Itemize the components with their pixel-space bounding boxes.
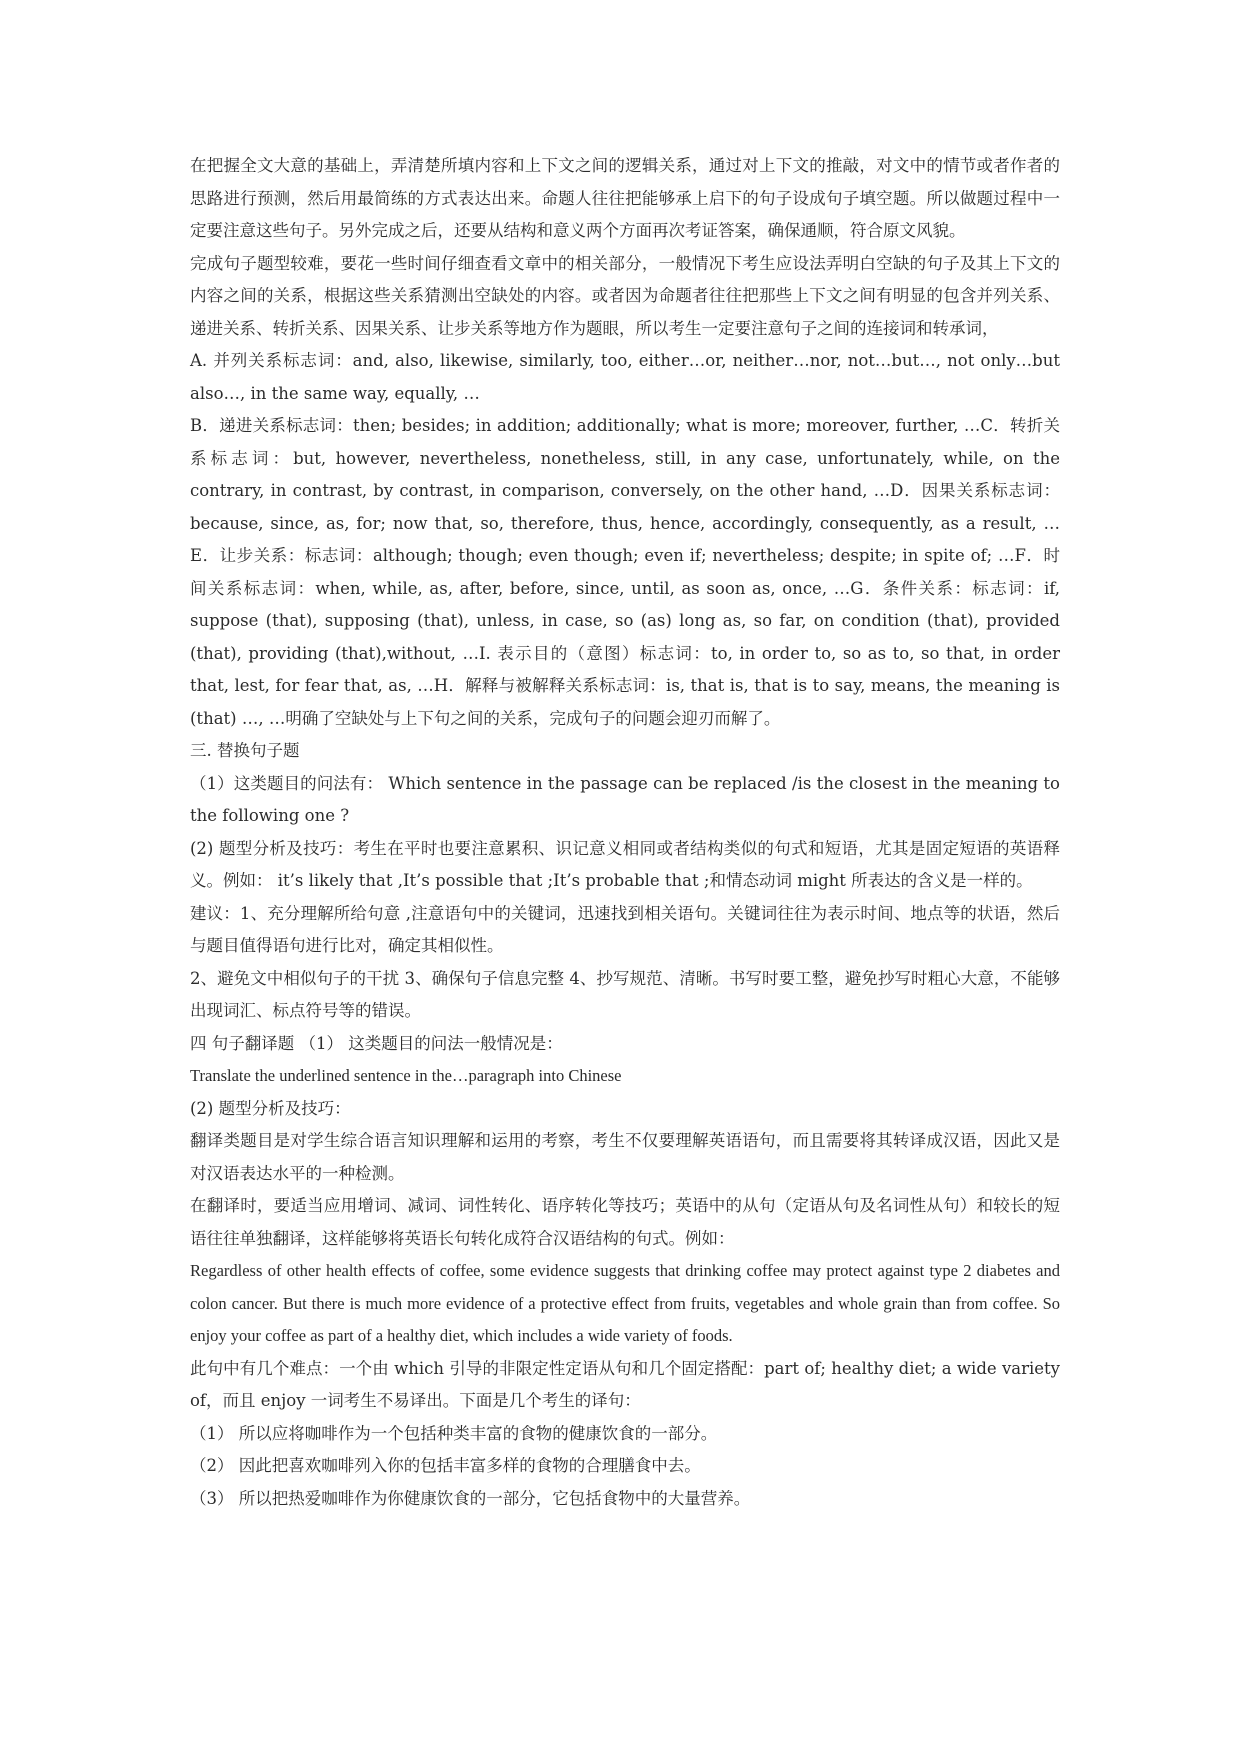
student-translation-2: （2） 因此把喜欢咖啡列入你的包括丰富多样的食物的合理膳食中去。 bbox=[190, 1456, 701, 1475]
paragraph-relation-markers: B．递进关系标志词：then; besides; in addition; additionally; what is more; moreover, further, …C．转折关系标志词：but, however, nevertheless, nonetheless, still, in any case, unfortunately, while, on the contrary, in contrast, by contrast, in comparison, conversely, on the other hand, …D．因果关系标志词：because, since, as, for; now that, so, therefore, thus, hence, accordingly, consequently, as a result, …E．让步关系：标志词：although; though; even though; even if; nevertheless; despite; in spite of; …F．时间关系标志词：when, while, as, after, before, since, until, as soon as, once, …G．条件关系：标志词：if, suppose (that), supposing (that), unless, in case, so (as) long as, so far, on condition (that), provided (that), providing (that),without, …I. 表示目的（意图）标志词：to, in order to, so as to, so that, in order that, lest, for fear that, as, …H．解释与被解释关系标志词：is, that is, that is to say, means, the meaning is (that) …, …明确了空缺处与上下句之间的关系，完成句子的问题会迎刃而解了。 bbox=[190, 416, 1060, 728]
paragraph-example-difficulties: 此句中有几个难点：一个由 which 引导的非限定性定语从句和几个固定搭配：part of; healthy diet; a wide variety of，而且 enjoy 一词考生不易译出。下面是几个考生的译句： bbox=[190, 1358, 1060, 1410]
paragraph-suggestion-2: 2、避免文中相似句子的干扰 3、确保句子信息完整 4、抄写规范、清晰。书写时要工整，避免抄写时粗心大意，不能够出现词汇、标点符号等的错误。 bbox=[190, 968, 1060, 1020]
paragraph-intro: 在把握全文大意的基础上，弄清楚所填内容和上下文之间的逻辑关系，通过对上下文的推敲，对文中的情节或者作者的思路进行预测，然后用最简练的方式表达出来。命题人往往把能够承上启下的句子设成句子填空题。所以做题过程中一定要注意这些句子。另外完成之后，还要从结构和意义两个方面再次考证答案，确保通顺，符合原文风貌。 bbox=[190, 156, 1060, 240]
paragraph-translate-techniques: 在翻译时，要适当应用增词、减词、词性转化、语序转化等技巧；英语中的从句（定语从句及名词性从句）和较长的短语往往单独翻译，这样能够将英语长句转化成符合汉语结构的句式。例如： bbox=[190, 1196, 1060, 1248]
section-heading-translate: 四 句子翻译题 （1） 这类题目的问法一般情况是： bbox=[190, 1033, 563, 1053]
section-heading-replace: 三. 替换句子题 bbox=[190, 741, 300, 760]
paragraph-suggestion-1: 建议：1、充分理解所给句意 ,注意语句中的关键词，迅速找到相关语句。关键词往往为表示时间、地点等的状语，然后与题目值得语句进行比对，确定其相似性。 bbox=[190, 903, 1060, 955]
paragraph-parallel-markers: A. 并列关系标志词：and, also, likewise, similarly, too, either…or, neither…nor, not…but…, not only…but also…, in the same way, equally, … bbox=[190, 351, 1060, 403]
paragraph-example-english: Regardless of other health effects of coffee, some evidence suggests that drinking coffee may protect against type 2 diabetes and colon cancer. But there is much more evidence of a protective effect from fruits, vegetables and whole grain than from coffee. So enjoy your coffee as part of a healthy diet, which includes a wide variety of foods. bbox=[190, 1261, 1060, 1345]
paragraph-replace-analysis: (2) 题型分析及技巧：考生在平时也要注意累积、识记意义相同或者结构类似的句式和短语，尤其是固定短语的英语释义。例如： it’s likely that ,It’s possible that ;It’s probable that ;和情态动词 might 所表达的含义是一样的。 bbox=[190, 838, 1060, 890]
student-translation-3: （3） 所以把热爱咖啡作为你健康饮食的一部分，它包括食物中的大量营养。 bbox=[190, 1488, 751, 1508]
paragraph-translate-analysis-heading: (2) 题型分析及技巧： bbox=[190, 1098, 351, 1118]
student-translation-1: （1） 所以应将咖啡作为一个包括种类丰富的食物的健康饮食的一部分。 bbox=[190, 1423, 718, 1443]
paragraph-translate-analysis: 翻译类题目是对学生综合语言知识理解和运用的考察，考生不仅要理解英语语句，而且需要将其转译成汉语，因此又是对汉语表达水平的一种检测。 bbox=[190, 1131, 1060, 1183]
document-page bbox=[190, 150, 1060, 1515]
paragraph-replace-question: （1）这类题目的问法有： Which sentence in the passage can be replaced /is the closest in the meaning to the following one ? bbox=[190, 773, 1060, 825]
paragraph-completion-tips: 完成句子题型较难，要花一些时间仔细查看文章中的相关部分，一般情况下考生应设法弄明白空缺的句子及其上下文的内容之间的关系，根据这些关系猜测出空缺处的内容。或者因为命题者往往把那些上下文之间有明显的包含并列关系、递进关系、转折关系、因果关系、让步关系等地方作为题眼，所以考生一定要注意句子之间的连接词和转承词， bbox=[190, 253, 1060, 338]
paragraph-translate-question: Translate the underlined sentence in the…paragraph into Chinese bbox=[190, 1066, 622, 1085]
